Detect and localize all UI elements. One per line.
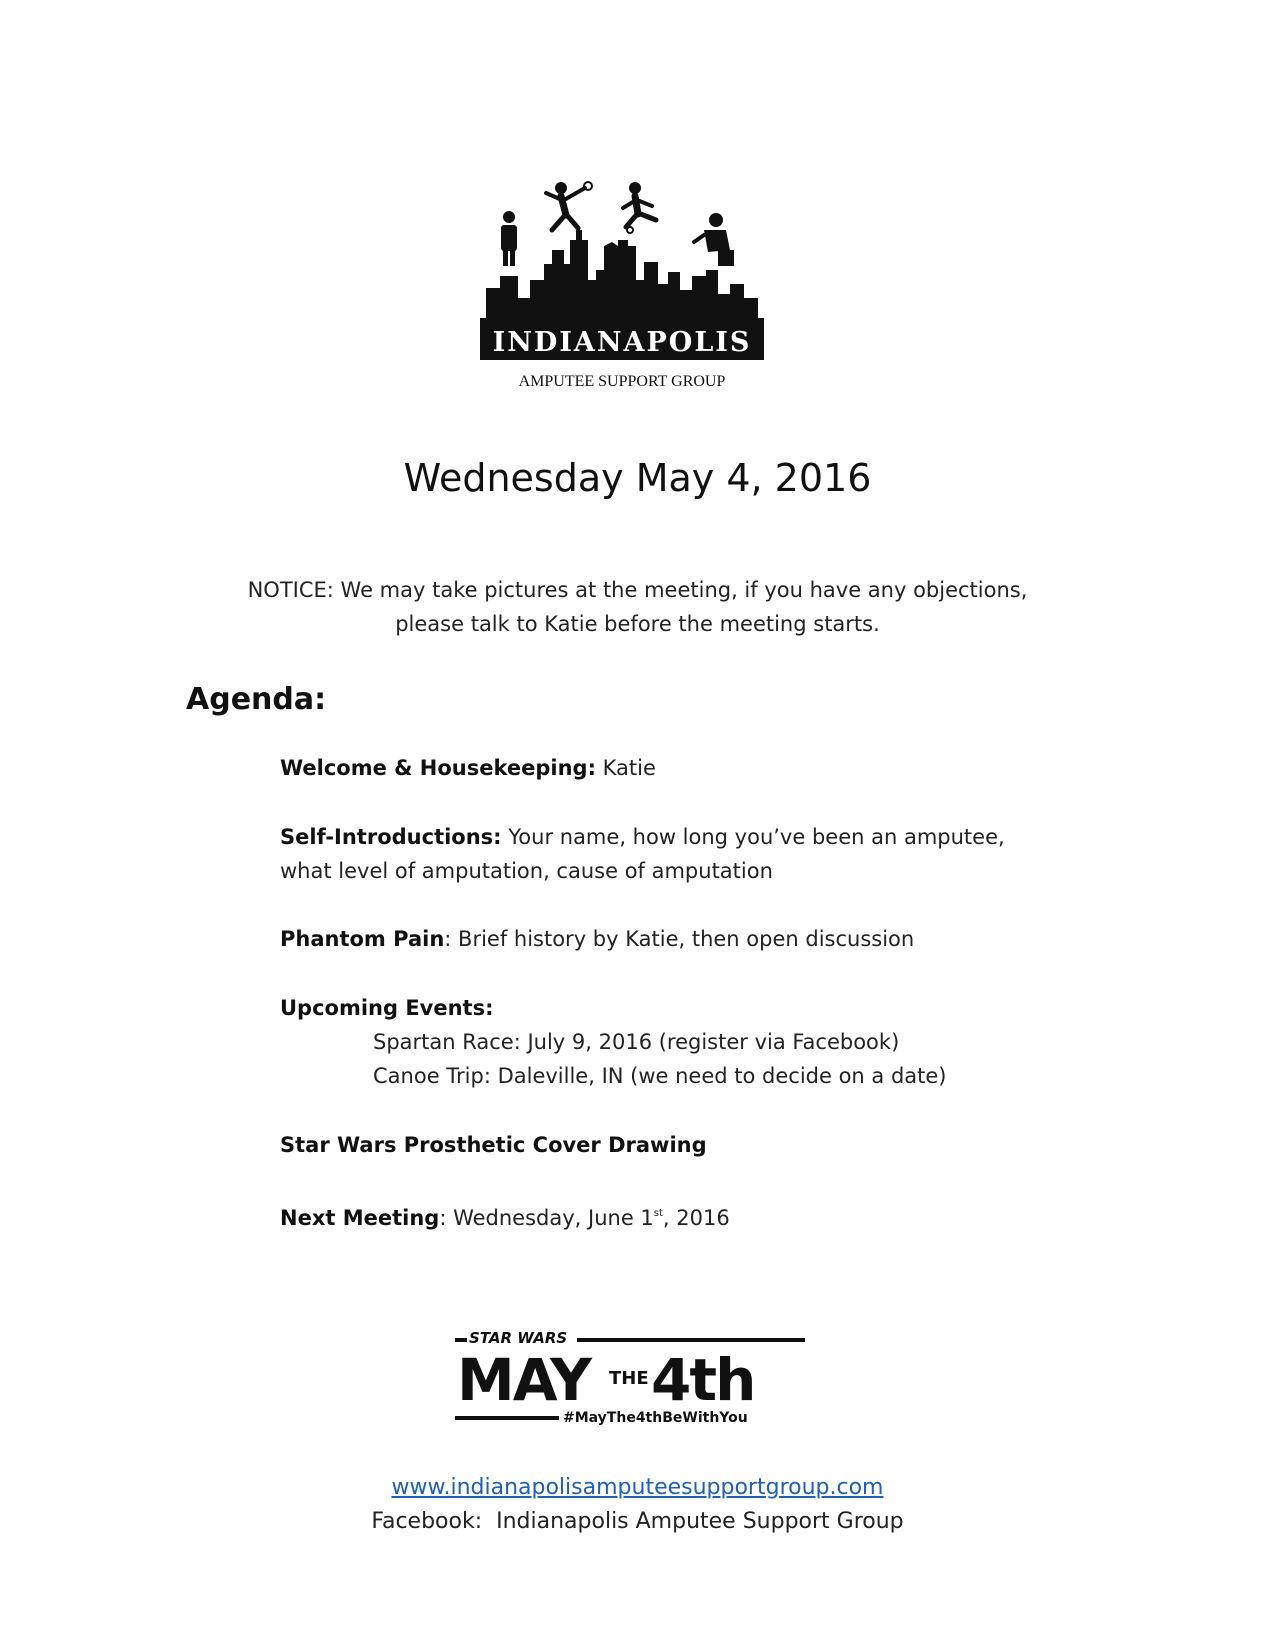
agenda-item-text: : Wednesday, June 1 [439, 1206, 654, 1230]
notice-line-2: please talk to Katie before the meeting starts. [395, 612, 880, 636]
agenda-item-label: Phantom Pain [280, 927, 445, 951]
photo-notice [150, 573, 1125, 641]
event-canoe-trip: Canoe Trip: Daleville, IN (we need to decide on a date) [373, 1064, 947, 1088]
the-text: THE [609, 1368, 649, 1389]
agenda-item-label: Star Wars Prosthetic Cover Drawing [280, 1133, 707, 1157]
agenda-item-text: Your name, how long you’ve been an amputee, [501, 825, 1005, 849]
agenda-item-text-end: , 2016 [662, 1206, 730, 1230]
agenda-item-text: Katie [595, 756, 656, 780]
agenda-heading: Agenda: [186, 682, 327, 717]
agenda-item-label: Self-Introductions: [280, 825, 502, 849]
agenda-item-text: : Brief history by Katie, then open discussion [444, 927, 915, 951]
agenda-item-label: Upcoming Events: [280, 996, 494, 1020]
agenda-item-drawing [280, 1128, 707, 1162]
agenda-item-upcoming-events [280, 991, 494, 1025]
may-text: MAY [457, 1346, 591, 1414]
meeting-date: Wednesday May 4, 2016 [403, 456, 872, 500]
agenda-item-introductions [280, 820, 1005, 888]
logo-subtitle: AMPUTEE SUPPORT GROUP [518, 373, 726, 390]
city-skyline-icon [468, 180, 778, 415]
website-link[interactable]: www.indianapolisamputeesupportgroup.com [391, 1475, 884, 1500]
logo-title: INDIANAPOLIS [492, 327, 752, 358]
agenda-item-next-meeting [280, 1197, 730, 1235]
agenda-item-text-continued: what level of amputation, cause of amputation [280, 859, 773, 883]
agenda-item-welcome [280, 751, 656, 785]
4th-text: 4th [651, 1346, 755, 1414]
agenda-item-label: Next Meeting [280, 1206, 440, 1230]
facebook-line: Facebook: Indianapolis Amputee Support Group [371, 1509, 904, 1534]
ordinal-suffix: st [653, 1208, 663, 1219]
notice-line-1: NOTICE: We may take pictures at the meeting, if you have any objections, [247, 578, 1028, 602]
group-logo [468, 180, 778, 415]
agenda-item-phantom-pain [280, 922, 914, 956]
event-spartan-race: Spartan Race: July 9, 2016 (register via Facebook) [373, 1030, 900, 1054]
agenda-item-label: Welcome & Housekeeping: [280, 756, 596, 780]
star-wars-wordmark: STAR WARS [469, 1329, 568, 1347]
hashtag: #MayThe4thBeWithYou [563, 1410, 748, 1426]
may-the-4th-logo [455, 1318, 805, 1430]
